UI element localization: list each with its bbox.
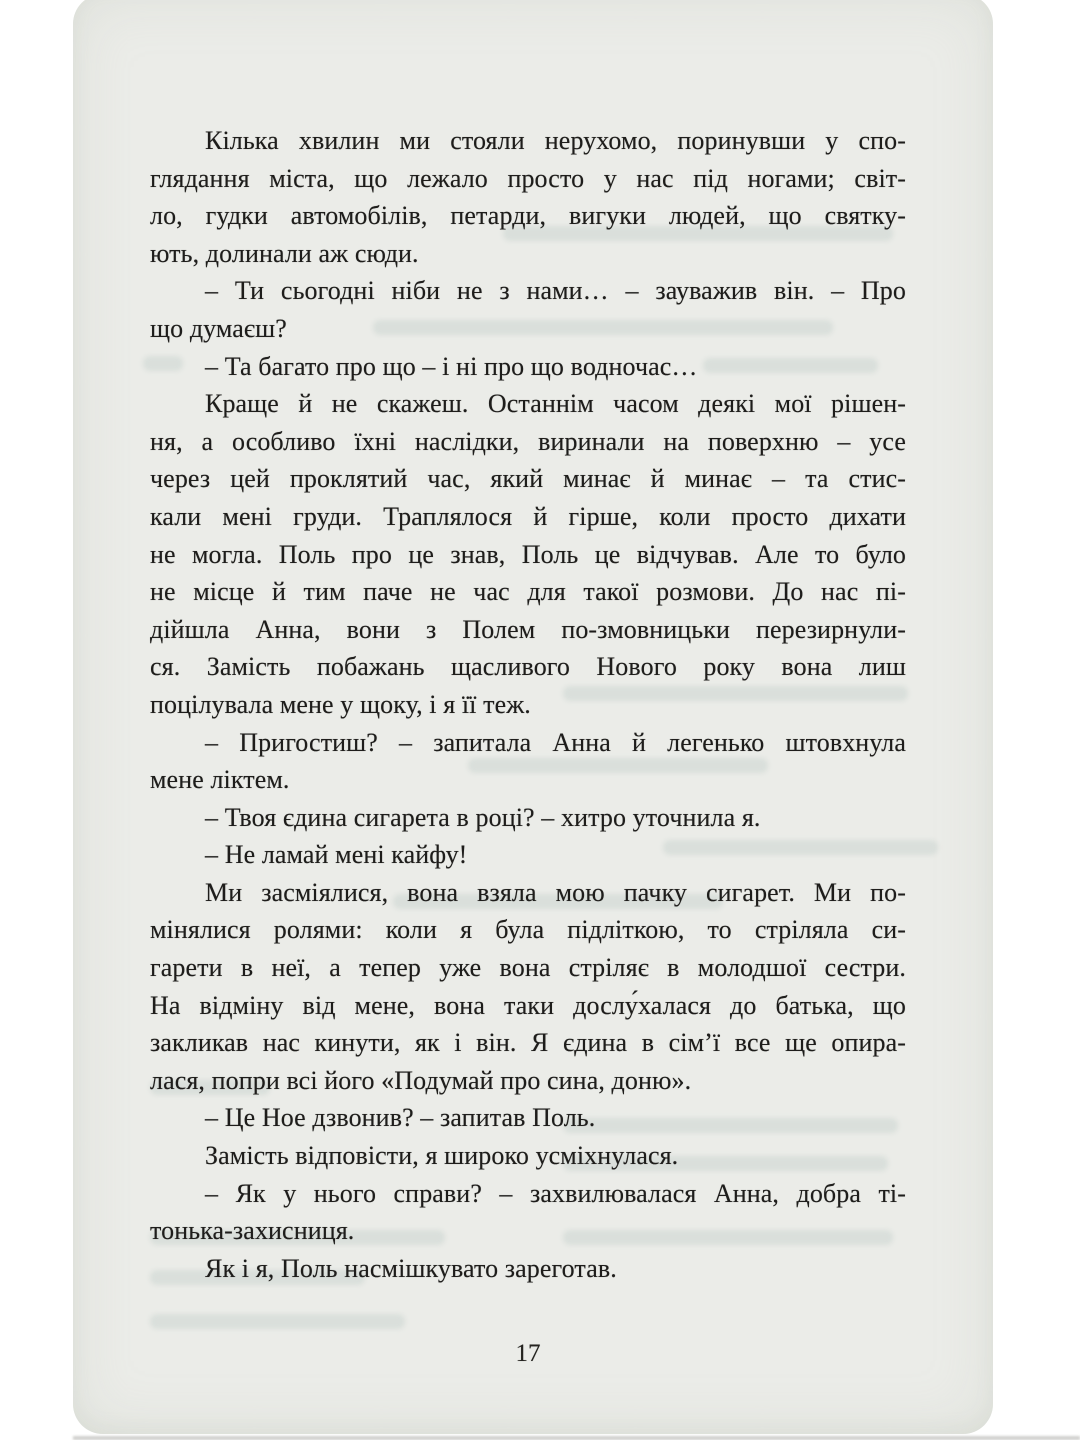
text-line: На відміну від мене, вона таки дослу́халася до батька, що <box>150 990 906 1020</box>
photo-edge <box>73 1436 1080 1440</box>
text-line: закликав нас кинути, як і він. Я єдина в сім’ї все ще опира- <box>150 1028 906 1058</box>
text-line: ся. Замість побажань щасливого Нового року вона лиш <box>150 652 906 682</box>
text-line: мінялися ролями: коли я була підліткою, то стріляла си- <box>150 915 906 945</box>
text-line: кали мені груди. Траплялося й гірше, коли просто дихати <box>150 501 906 531</box>
text-line: – Не ламай мені кайфу! <box>205 840 468 870</box>
text-line: лася, попри всі його «Подумай про сина, доню». <box>150 1065 692 1095</box>
text-line: глядання міста, що лежало просто у нас під ногами; світ- <box>150 163 906 193</box>
text-line: – Ти сьогодні ніби не з нами… – зауважив він. – Про <box>205 276 906 306</box>
text-line: поцілувала мене у щоку, і я її теж. <box>150 689 531 719</box>
text-line: через цей проклятий час, який минає й минає – та стис- <box>150 464 906 494</box>
text-line: Ми засміялися, вона взяла мою пачку сигарет. Ми по- <box>205 877 906 907</box>
page-text <box>150 122 906 1287</box>
text-line: ня, а особливо їхні наслідки, виринали на поверхню – усе <box>150 426 906 456</box>
text-line: Як і я, Поль насмішкувато зареготав. <box>205 1253 617 1283</box>
text-line: гарети в неї, а тепер уже вона стріляє в молодшої сестри. <box>150 953 906 983</box>
text-line: ють, долинали аж сюди. <box>150 238 419 268</box>
page-number: 17 <box>515 1340 541 1367</box>
text-line: не могла. Поль про це знав, Поль це відчував. Але то було <box>150 539 906 569</box>
text-line: дійшла Анна, вони з Полем по-змовницьки перезирнули- <box>150 614 906 644</box>
text-line: ло, гудки автомобілів, петарди, вигуки людей, що святку- <box>150 201 906 231</box>
text-line: Кілька хвилин ми стояли нерухомо, поринувши у спо- <box>205 126 906 155</box>
text-line: мене ліктем. <box>150 765 290 795</box>
text-line: не місце й тим паче не час для такої розмови. До нас пі- <box>150 577 906 607</box>
text-line: Краще й не скажеш. Останнім часом деякі мої рішен- <box>205 389 906 419</box>
text-line: – Як у нього справи? – захвилювалася Анна, добра ті- <box>205 1178 906 1208</box>
text-line: – Це Ное дзвонив? – запитав Поль. <box>205 1103 596 1133</box>
text-line: – Та багато про що – і ні про що водночас… <box>205 351 698 381</box>
text-line: що думаєш? <box>150 313 287 343</box>
text-line: – Твоя єдина сигарета в році? – хитро уточнила я. <box>205 802 761 832</box>
text-line: Замість відповісти, я широко усміхнулася. <box>205 1141 679 1171</box>
bleed-through-line <box>150 1314 405 1329</box>
text-line: – Пригостиш? – запитала Анна й легенько штовхнула <box>205 727 906 757</box>
text-line: тонька-захисниця. <box>150 1216 355 1246</box>
